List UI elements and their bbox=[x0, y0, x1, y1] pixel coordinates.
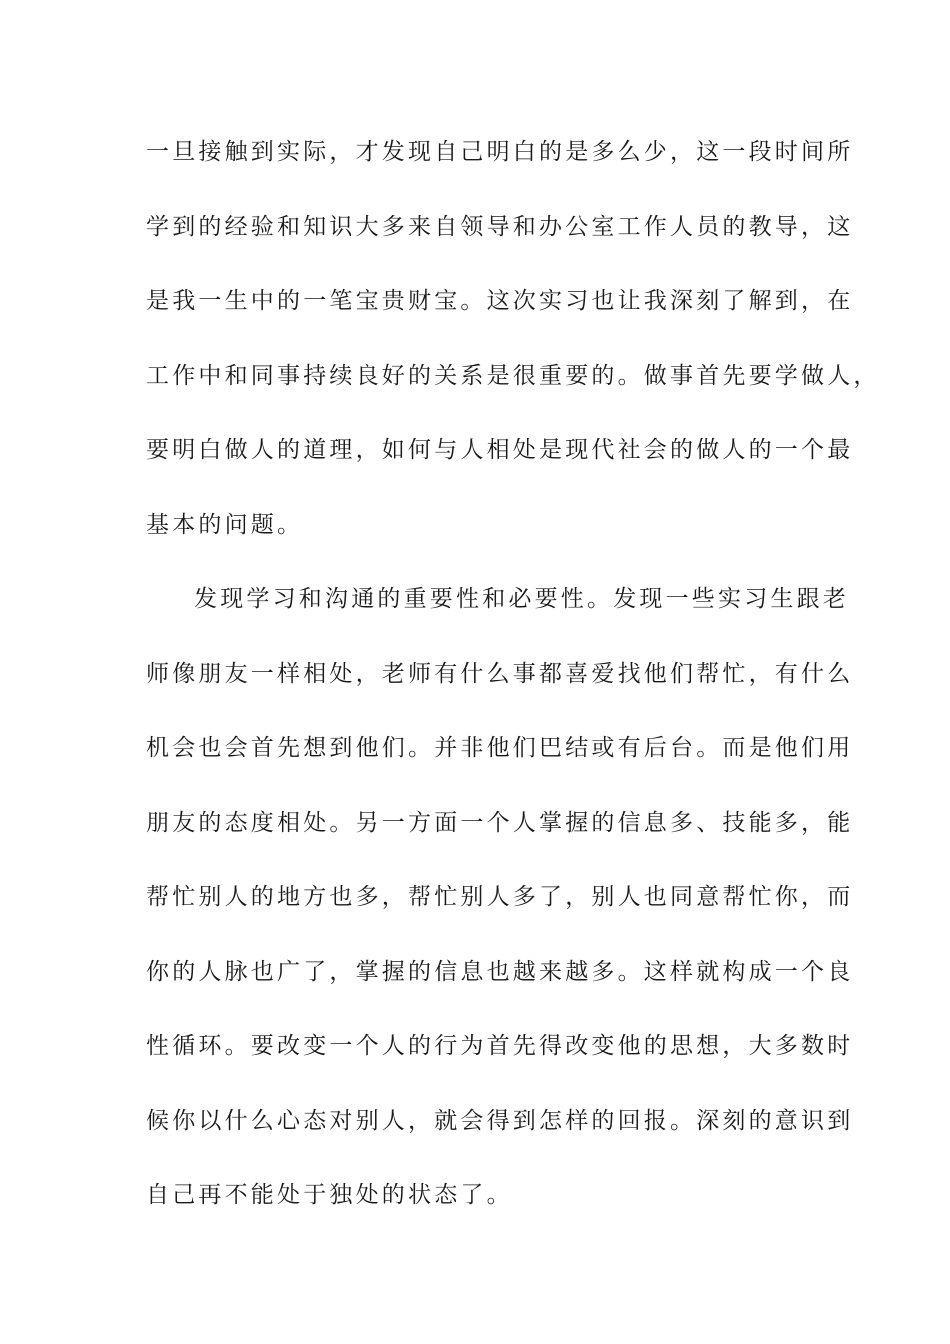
text-line: 工作中和同事持续良好的关系是很重要的。做事首先要学做人， bbox=[146, 362, 880, 389]
text-line: 要明白做人的道理，如何与人相处是现代社会的做人的一个最 bbox=[146, 437, 854, 463]
text-line: 自己再不能处于独处的状态了。 bbox=[146, 1182, 513, 1208]
text-line: 你的人脉也广了，掌握的信息也越来越多。这样就构成一个良 bbox=[146, 958, 854, 985]
text-line: 学到的经验和知识大多来自领导和办公室工作人员的教导，这 bbox=[146, 213, 854, 240]
text-line: 发现学习和沟通的重要性和必要性。发现一些实习生跟老 bbox=[194, 586, 849, 612]
text-line: 机会也会首先想到他们。并非他们巴结或有后台。而是他们用 bbox=[146, 735, 854, 761]
text-line: 一旦接触到实际，才发现自己明白的是多么少，这一段时间所 bbox=[146, 139, 854, 165]
text-line: 帮忙别人的地方也多，帮忙别人多了，别人也同意帮忙你，而 bbox=[146, 884, 854, 910]
body-text bbox=[146, 130, 880, 1248]
text-line: 朋友的态度相处。另一方面一个人掌握的信息多、技能多，能 bbox=[146, 809, 854, 836]
text-line: 师像朋友一样相处，老师有什么事都喜爱找他们帮忙，有什么 bbox=[146, 660, 854, 687]
text-line: 候你以什么心态对别人，就会得到怎样的回报。深刻的意识到 bbox=[146, 1107, 854, 1134]
text-line: 性循环。要改变一个人的行为首先得改变他的思想，大多数时 bbox=[146, 1033, 854, 1059]
text-line: 基本的问题。 bbox=[146, 511, 304, 538]
text-line: 是我一生中的一笔宝贵财宝。这次实习也让我深刻了解到，在 bbox=[146, 288, 854, 314]
